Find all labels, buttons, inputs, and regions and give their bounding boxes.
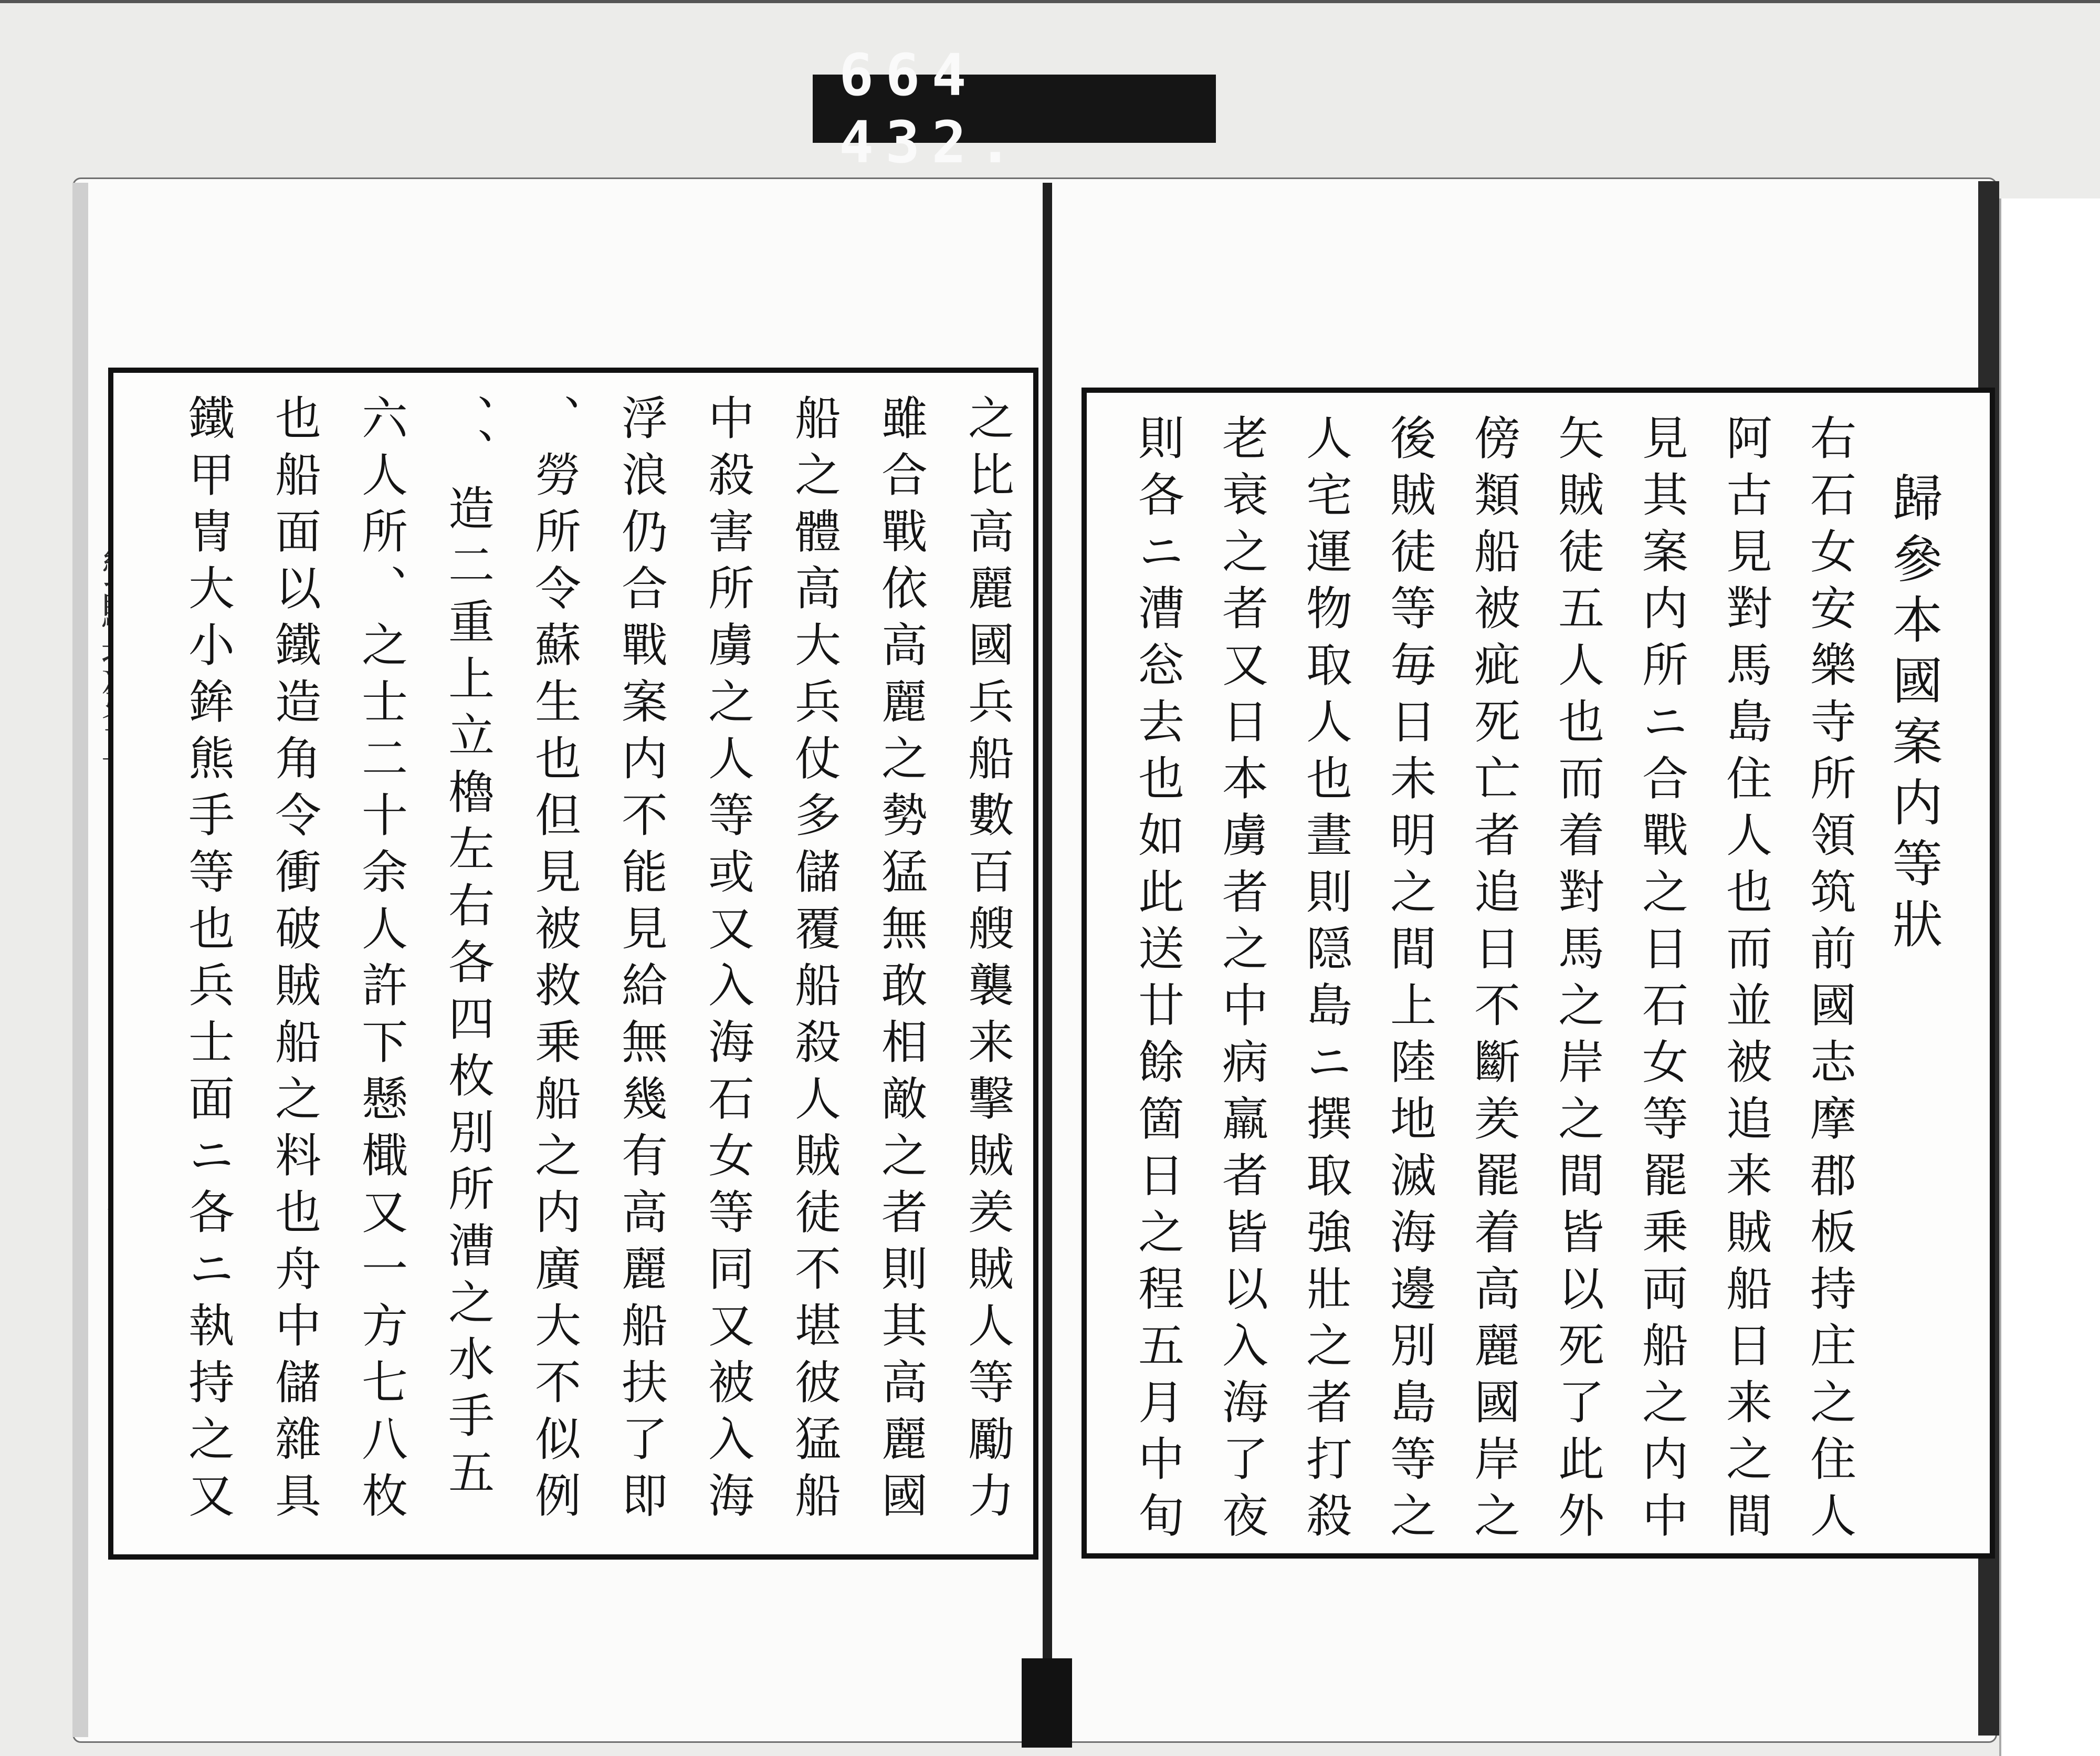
text-column: 右石女安樂寺所領筑前國志摩郡板持庄之住人	[1803, 414, 1857, 1548]
text-column: 中殺害所虜之人等或又入海石女等同又被入海	[701, 394, 755, 1528]
text-column: 老衰之者又日本虜者之中病羸者皆以入海了夜	[1215, 414, 1269, 1548]
book-left-edge	[72, 183, 88, 1737]
document-title: 歸參本國案内等狀	[1884, 472, 1943, 959]
text-column: 後賊徒等毎日未明之間上陸地滅海邊別島等之	[1383, 414, 1437, 1548]
left-text-frame	[108, 368, 1038, 1560]
text-column: 、勞所令蘇生也但見被救乗船之内廣大不似例	[528, 394, 582, 1528]
text-column: 人宅運物取人也晝則隠島ニ撰取強壯之者打殺	[1299, 414, 1353, 1548]
text-column: 之比高麗國兵船數百艘襲来擊賊羑賊人等勵力	[961, 394, 1015, 1528]
catalog-number: 664 432.	[839, 41, 1024, 176]
text-column: 傍類船被疵死亡者追日不斷羑罷着高麗國岸之	[1467, 414, 1521, 1548]
text-column: 矢賊徒五人也而着對馬之岸之間皆以死了此外	[1551, 414, 1605, 1548]
next-page-strip	[1999, 198, 2100, 1756]
text-column: 浮浪仍合戰案内不能見給無幾有高麗船扶了即	[614, 394, 668, 1528]
catalog-number-label	[813, 41, 1216, 176]
text-column: 六人所、之士二十余人許下懸檝又一方七八枚	[354, 394, 408, 1528]
text-column: 阿古見對馬島住人也而並被追来賊船日来之間	[1719, 414, 1773, 1548]
text-column: 也船面以鐵造角令衝破賊船之料也舟中儲雜具	[268, 394, 322, 1528]
text-column: 、、造二重上立櫓左右各四枚別所漕之水手五	[441, 394, 495, 1505]
text-column: 則各ニ漕忩去也如此送廿餘箇日之程五月中旬	[1131, 414, 1185, 1548]
right-text-frame	[1082, 388, 1995, 1559]
spine-clip	[1022, 1658, 1072, 1748]
scan-top-edge	[0, 0, 2100, 3]
text-column: 雖合戰依高麗之勢猛無敢相敵之者則其高麗國	[874, 394, 928, 1528]
text-column: 船之體高大兵仗多儲覆船殺人賊徒不堪彼猛船	[788, 394, 842, 1528]
book-spine	[1043, 183, 1052, 1742]
text-column: 鐵甲冑大小鉾熊手等也兵士面ニ各ニ執持之又	[181, 394, 235, 1528]
text-column: 見其案内所ニ合戰之日石女等罷乗両船之内中	[1635, 414, 1689, 1548]
